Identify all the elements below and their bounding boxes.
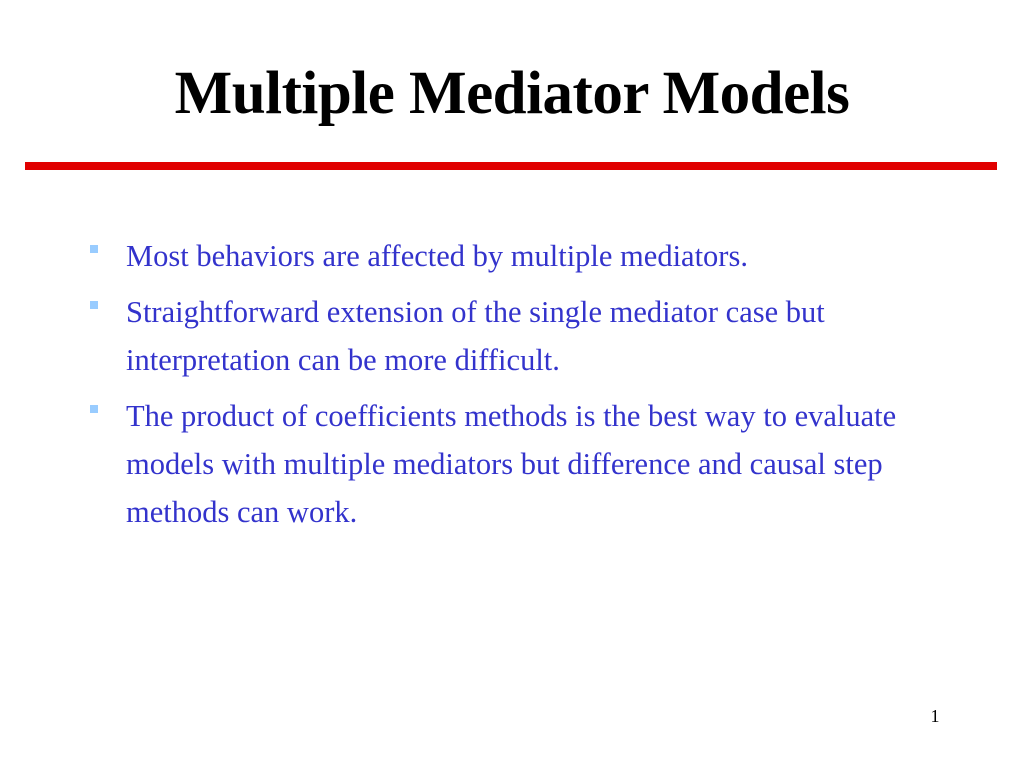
bullet-list	[90, 232, 970, 544]
slide-title: Multiple Mediator Models	[174, 60, 850, 127]
bullet-text: The product of coefficients methods is the best way to evaluate models with multiple mediators but difference and causal step methods can work.	[126, 399, 897, 529]
square-bullet-icon	[90, 405, 98, 413]
square-bullet-icon	[90, 301, 98, 309]
slide-number: 1	[930, 706, 940, 726]
square-bullet-icon	[90, 245, 98, 253]
bullet-item	[90, 392, 970, 536]
bullet-text: Most behaviors are affected by multiple mediators.	[126, 239, 748, 273]
bullet-item	[90, 288, 970, 384]
title-divider	[25, 162, 997, 170]
bullet-text: Straightforward extension of the single mediator case but interpretation can be more difficult.	[126, 295, 825, 377]
bullet-item	[90, 232, 970, 280]
